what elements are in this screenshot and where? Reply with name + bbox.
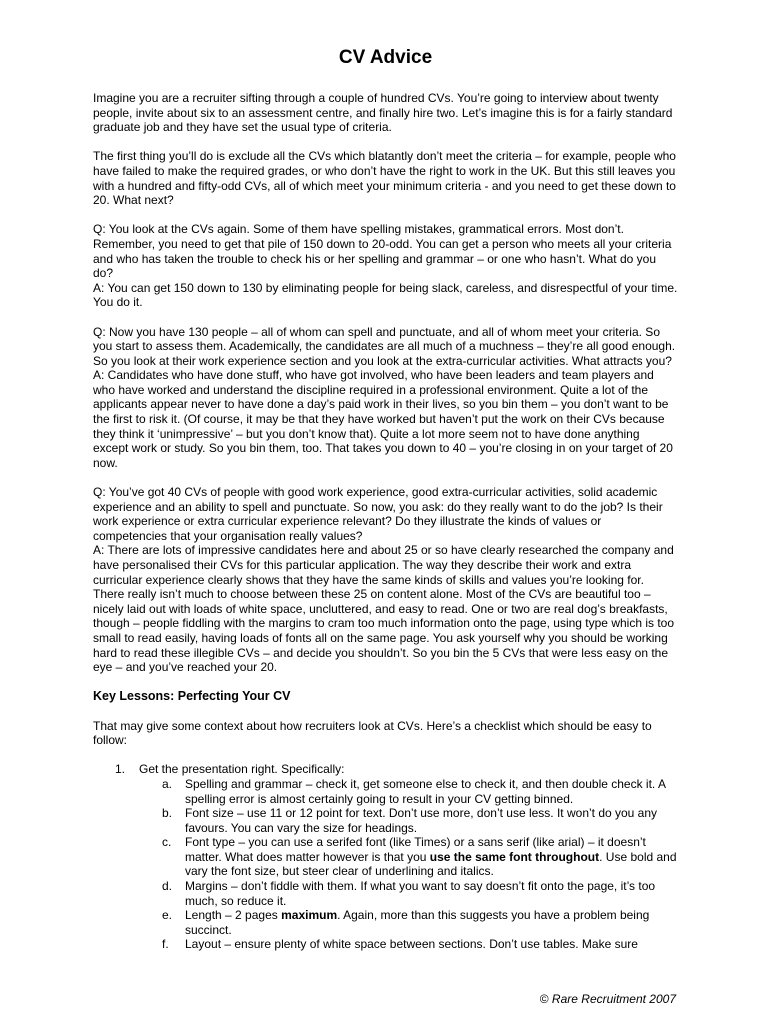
sub-list-text-bold: use the same font throughout <box>429 849 600 864</box>
sub-list-letter: c. <box>162 835 172 850</box>
sub-list-letter: f. <box>162 937 169 952</box>
sub-list-text: Margins – don’t fiddle with them. If what you want to say doesn’t fit onto the page, it’s too much, so reduce it. <box>185 879 656 908</box>
sub-list-text-post: . Use bold and vary the font size, but steer clear of underlining and italics. <box>185 849 677 879</box>
sub-list-item <box>139 835 678 879</box>
sub-list-item <box>139 937 678 952</box>
sub-list-item <box>139 777 678 806</box>
sub-list-text: Layout – ensure plenty of white space between sections. Don’t use tables. Make sure <box>185 937 638 952</box>
paragraph-a2: A: Candidates who have done stuff, who have got involved, who have been leaders and team players and who have worked and understand the discipline required in a professional environment. Quite a lot of the applicants appear never to have done a day’s paid work in their lives, so you bin them – you don’t want to be the first to risk it. (Of course, it may be that they have worked but haven’t put the work on their CVs because they think it ‘unimpressive’ – but you don’t know that). Quite a lot more seem not to have done anything except work or study. So you bin them, too. That takes you down to 40 – you’re closing in on your target of 20 now. <box>93 368 673 470</box>
sub-list-text-pre: Length – 2 pages <box>185 908 282 923</box>
sub-list-item <box>139 908 678 937</box>
paragraph-a3: A: There are lots of impressive candidates here and about 25 or so have clearly researched the company and have personalised their CVs for this particular application. The way they describe their work and extra curricular experience clearly shows that they have the same kinds of skills and values you’re looking for. There really isn’t much to choose between these 25 on content alone. Most of the CVs are beautiful too – nicely laid out with loads of white space, uncluttered, and easy to read. One or two are real dog’s breakfasts, though – people fiddling with the margins to cram too much information onto the page, using type which is too small to read easily, having loads of fonts all on the same page. You ask yourself why you should be working hard to read these illegible CVs – and decide you shouldn’t. So you bin the 5 CVs that were less easy on the eye – and you’ve reached your 20. <box>93 543 675 675</box>
document-page <box>93 46 678 952</box>
sub-list-item <box>139 806 678 835</box>
sub-list <box>139 777 678 952</box>
sub-list-text-post: . Again, more than this suggests you have a problem being succinct. <box>185 908 650 937</box>
list-item <box>93 762 678 952</box>
checklist-intro: That may give some context about how recruiters look at CVs. Here’s a checklist which should be easy to follow: <box>93 718 652 748</box>
paragraph-q1: Q: You look at the CVs again. Some of them have spelling mistakes, grammatical errors. Most don’t. Remember, you need to get that pile of 150 down to 20-odd. You can get a person who meets all your criteria and who has taken the trouble to check his or her spelling and grammar – or one who hasn’t. What do you do? <box>93 222 672 281</box>
paragraph-exclude: The first thing you’ll do is exclude all the CVs which blatantly don’t meet the criteria – for example, people who have failed to make the required grades, or who don’t have the right to work in the UK. But this still leaves you with a hundred and fifty-odd CVs, all of which meet your minimum criteria - and you need to get these down to 20. What next? <box>93 149 676 208</box>
paragraph-intro: Imagine you are a recruiter sifting through a couple of hundred CVs. You’re going to interview about twenty people, invite about six to an assessment centre, and finally hire two. Let’s imagine this is for a fairly standard graduate job and they have set the usual type of criteria. <box>93 91 673 135</box>
list-item-text: Get the presentation right. Specifically: <box>139 762 345 777</box>
sub-list-letter: b. <box>162 806 173 821</box>
sub-list-letter: a. <box>162 776 173 791</box>
sub-list-text-bold: maximum <box>281 908 338 923</box>
list-number: 1. <box>115 762 126 777</box>
sub-list-item <box>139 879 678 908</box>
sub-list-text-pre: Font type – you can use a serifed font (like Times) or a sans serif (like arial) – it doesn’t matter. What does matter however is that you <box>185 835 646 864</box>
paragraph-a1: A: You can get 150 down to 130 by eliminating people for being slack, careless, and disrespectful of your time. You do it. <box>93 280 678 310</box>
footer-text: Rare Recruitment 2007 <box>548 992 676 1006</box>
paragraph-q2: Q: Now you have 130 people – all of whom can spell and punctuate, and all of whom meet your criteria. So you start to assess them. Academically, the candidates are all much of a muchness – they’re all good enough. So you look at their work experience section and you look at the extra-curricular activities. What attracts you? <box>93 324 676 368</box>
document-title: CV Advice <box>338 47 433 68</box>
sub-list-letter: d. <box>162 879 173 894</box>
paragraph-q3: Q: You’ve got 40 CVs of people with good work experience, good extra-curricular activities, solid academic experience and an ability to spell and punctuate. So now, you ask: do they really want to do the job? Is their work experience or extra curricular experience relevant? Do they illustrate the kinds of values or competencies that your organisation really values? <box>93 485 663 543</box>
sub-list-letter: e. <box>162 908 173 923</box>
section-heading: Key Lessons: Perfecting Your CV <box>93 689 291 704</box>
checklist <box>93 762 678 952</box>
sub-list-text: Spelling and grammar – check it, get someone else to check it, and then double check it. A spelling error is almost certainly going to result in your CV getting binned. <box>185 776 666 806</box>
page-footer <box>540 992 676 1006</box>
copyright-symbol: © <box>539 992 549 1006</box>
sub-list-text: Font size – use 11 or 12 point for text. Don’t use more, don’t use less. It won’t do you any favours. You can vary the size for headings. <box>185 806 658 835</box>
